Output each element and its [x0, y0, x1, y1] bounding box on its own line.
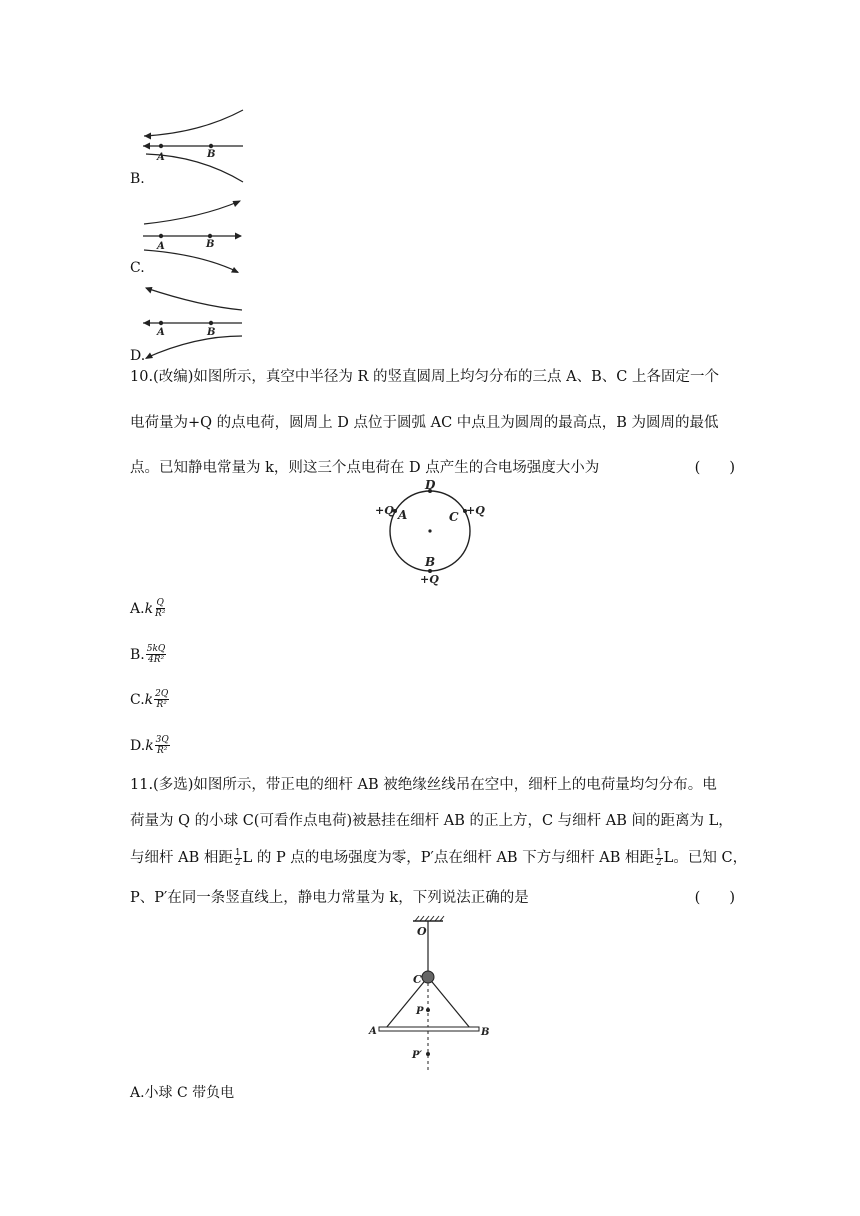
ceiling-hatch: [415, 916, 444, 921]
option-b-field-diagram: [140, 108, 250, 188]
fraction-denominator: R²: [157, 746, 168, 756]
point-p-dot: [426, 1008, 430, 1012]
label-d: D: [425, 478, 436, 492]
option-prefix: k: [144, 691, 154, 708]
half-fraction: [655, 849, 663, 868]
point-a-dot: [159, 321, 163, 325]
upper-field-line: [144, 201, 240, 224]
fraction-numerator: 1: [234, 847, 241, 858]
q10-line-1: 10.(改编)如图所示，真空中半径为 R 的竖直圆周上均匀分布的三点 A、B、C 上各固定一个: [130, 369, 719, 385]
upper-field-line: [146, 288, 242, 310]
point-p-prime-dot: [426, 1052, 430, 1056]
point-b-dot: [209, 321, 213, 325]
option-c-label: C.: [130, 260, 145, 276]
label-a: A: [398, 508, 408, 522]
fraction-numerator: Q: [156, 598, 164, 608]
label-o: O: [417, 925, 427, 938]
point-a-label: A: [157, 327, 165, 338]
q10-option-a[interactable]: [130, 598, 166, 619]
q10-line-2: 电荷量为+Q 的点电荷，圆周上 D 点位于圆弧 AC 中点且为圆周的最高点，B 为圆周的最低: [130, 415, 719, 431]
option-d-label: D.: [130, 348, 146, 364]
q11-line-3: [130, 840, 748, 877]
fraction-numerator: 1: [656, 847, 662, 858]
q11-rod-figure: [365, 915, 500, 1073]
q11-line-3-part-b: L 的 P 点的电场强度为零，P′点在细杆 AB 下方与细杆 AB 相距: [242, 850, 655, 866]
axis-arrowhead: [235, 233, 242, 240]
label-c: C: [413, 973, 422, 986]
point-b-dot: [209, 144, 213, 148]
q11-line-1: 11.(多选)如图所示，带正电的细杆 AB 被绝缘丝线吊在空中，细杆上的电荷量均匀分布。电: [130, 777, 717, 793]
fraction-denominator: 4R²: [147, 655, 165, 665]
lower-field-line: [144, 250, 238, 272]
label-c: C: [449, 510, 459, 524]
point-a-label: A: [157, 152, 165, 163]
axis-arrowhead: [143, 320, 150, 327]
q11-line-3-part-c: L。已知 C，: [663, 850, 748, 866]
point-a-label: A: [157, 241, 165, 252]
label-p: P: [416, 1006, 424, 1017]
option-label: B.: [130, 646, 145, 663]
q10-option-d[interactable]: [130, 735, 170, 756]
fraction-denominator: 2: [656, 857, 662, 868]
label-charge-a: +Q: [375, 504, 394, 517]
point-a-dot: [159, 234, 163, 238]
center-dot: [428, 529, 431, 532]
option-c-field-diagram: [140, 196, 250, 278]
option-fraction: [155, 735, 170, 756]
q11-line-3-part-a: 与细杆 AB 相距: [130, 850, 233, 866]
label-b: B: [481, 1027, 490, 1038]
option-label: A.: [130, 600, 145, 617]
q11-option-a[interactable]: A.小球 C 带负电: [130, 1085, 235, 1101]
q11-line-2: 荷量为 Q 的小球 C(可看作点电荷)被悬挂在细杆 AB 的正上方，C 与细杆 AB 间的距离为 L，: [130, 813, 733, 829]
option-label: C.: [130, 691, 145, 708]
label-charge-c: +Q: [466, 504, 485, 517]
point-b-label: B: [206, 239, 215, 250]
q11-answer-blank: ( ): [694, 890, 735, 906]
fraction-denominator: R²: [156, 700, 167, 710]
option-prefix: k: [144, 600, 154, 617]
point-b-label: B: [207, 149, 216, 160]
label-a: A: [369, 1026, 377, 1037]
upper-arrowhead: [145, 287, 153, 294]
point-a-dot: [159, 144, 163, 148]
fraction-numerator: 5kQ: [146, 644, 166, 654]
fraction-numerator: 2Q: [155, 689, 169, 699]
upper-arrowhead: [144, 133, 151, 140]
point-b-dot: [208, 234, 212, 238]
label-b: B: [425, 555, 436, 569]
label-p-prime: P′: [412, 1050, 423, 1061]
fraction-numerator: 3Q: [155, 735, 169, 745]
option-prefix: k: [145, 737, 154, 754]
option-label: D.: [130, 737, 146, 754]
upper-arrowhead: [233, 201, 242, 208]
q11-line-4-text: P、P′在同一条竖直线上，静电力常量为 k，下列说法正确的是: [130, 890, 529, 906]
rod-ab: [379, 1027, 479, 1031]
upper-field-line: [144, 110, 243, 136]
label-charge-b: +Q: [420, 573, 439, 586]
option-fraction: [154, 689, 169, 710]
option-b-label: B.: [130, 171, 145, 187]
lower-field-line: [146, 336, 242, 358]
q10-answer-blank: ( ): [694, 460, 735, 476]
option-d-field-diagram: [140, 282, 250, 364]
q10-line-3-text: 点。已知静电常量为 k，则这三个点电荷在 D 点产生的合电场强度大小为: [130, 460, 600, 476]
half-fraction: [234, 849, 242, 868]
fraction-denominator: R²: [155, 609, 166, 619]
q10-option-b[interactable]: [130, 644, 166, 665]
q10-circle-figure: [370, 476, 490, 588]
q10-option-c[interactable]: [130, 689, 169, 710]
point-b-label: B: [207, 327, 216, 338]
right-thread: [428, 977, 470, 1028]
axis-arrowhead: [143, 143, 150, 150]
option-fraction: [154, 598, 166, 619]
option-fraction: [146, 644, 167, 665]
ball-c: [422, 971, 434, 983]
q11-line-4: [130, 880, 735, 917]
fraction-denominator: 2: [234, 857, 241, 868]
